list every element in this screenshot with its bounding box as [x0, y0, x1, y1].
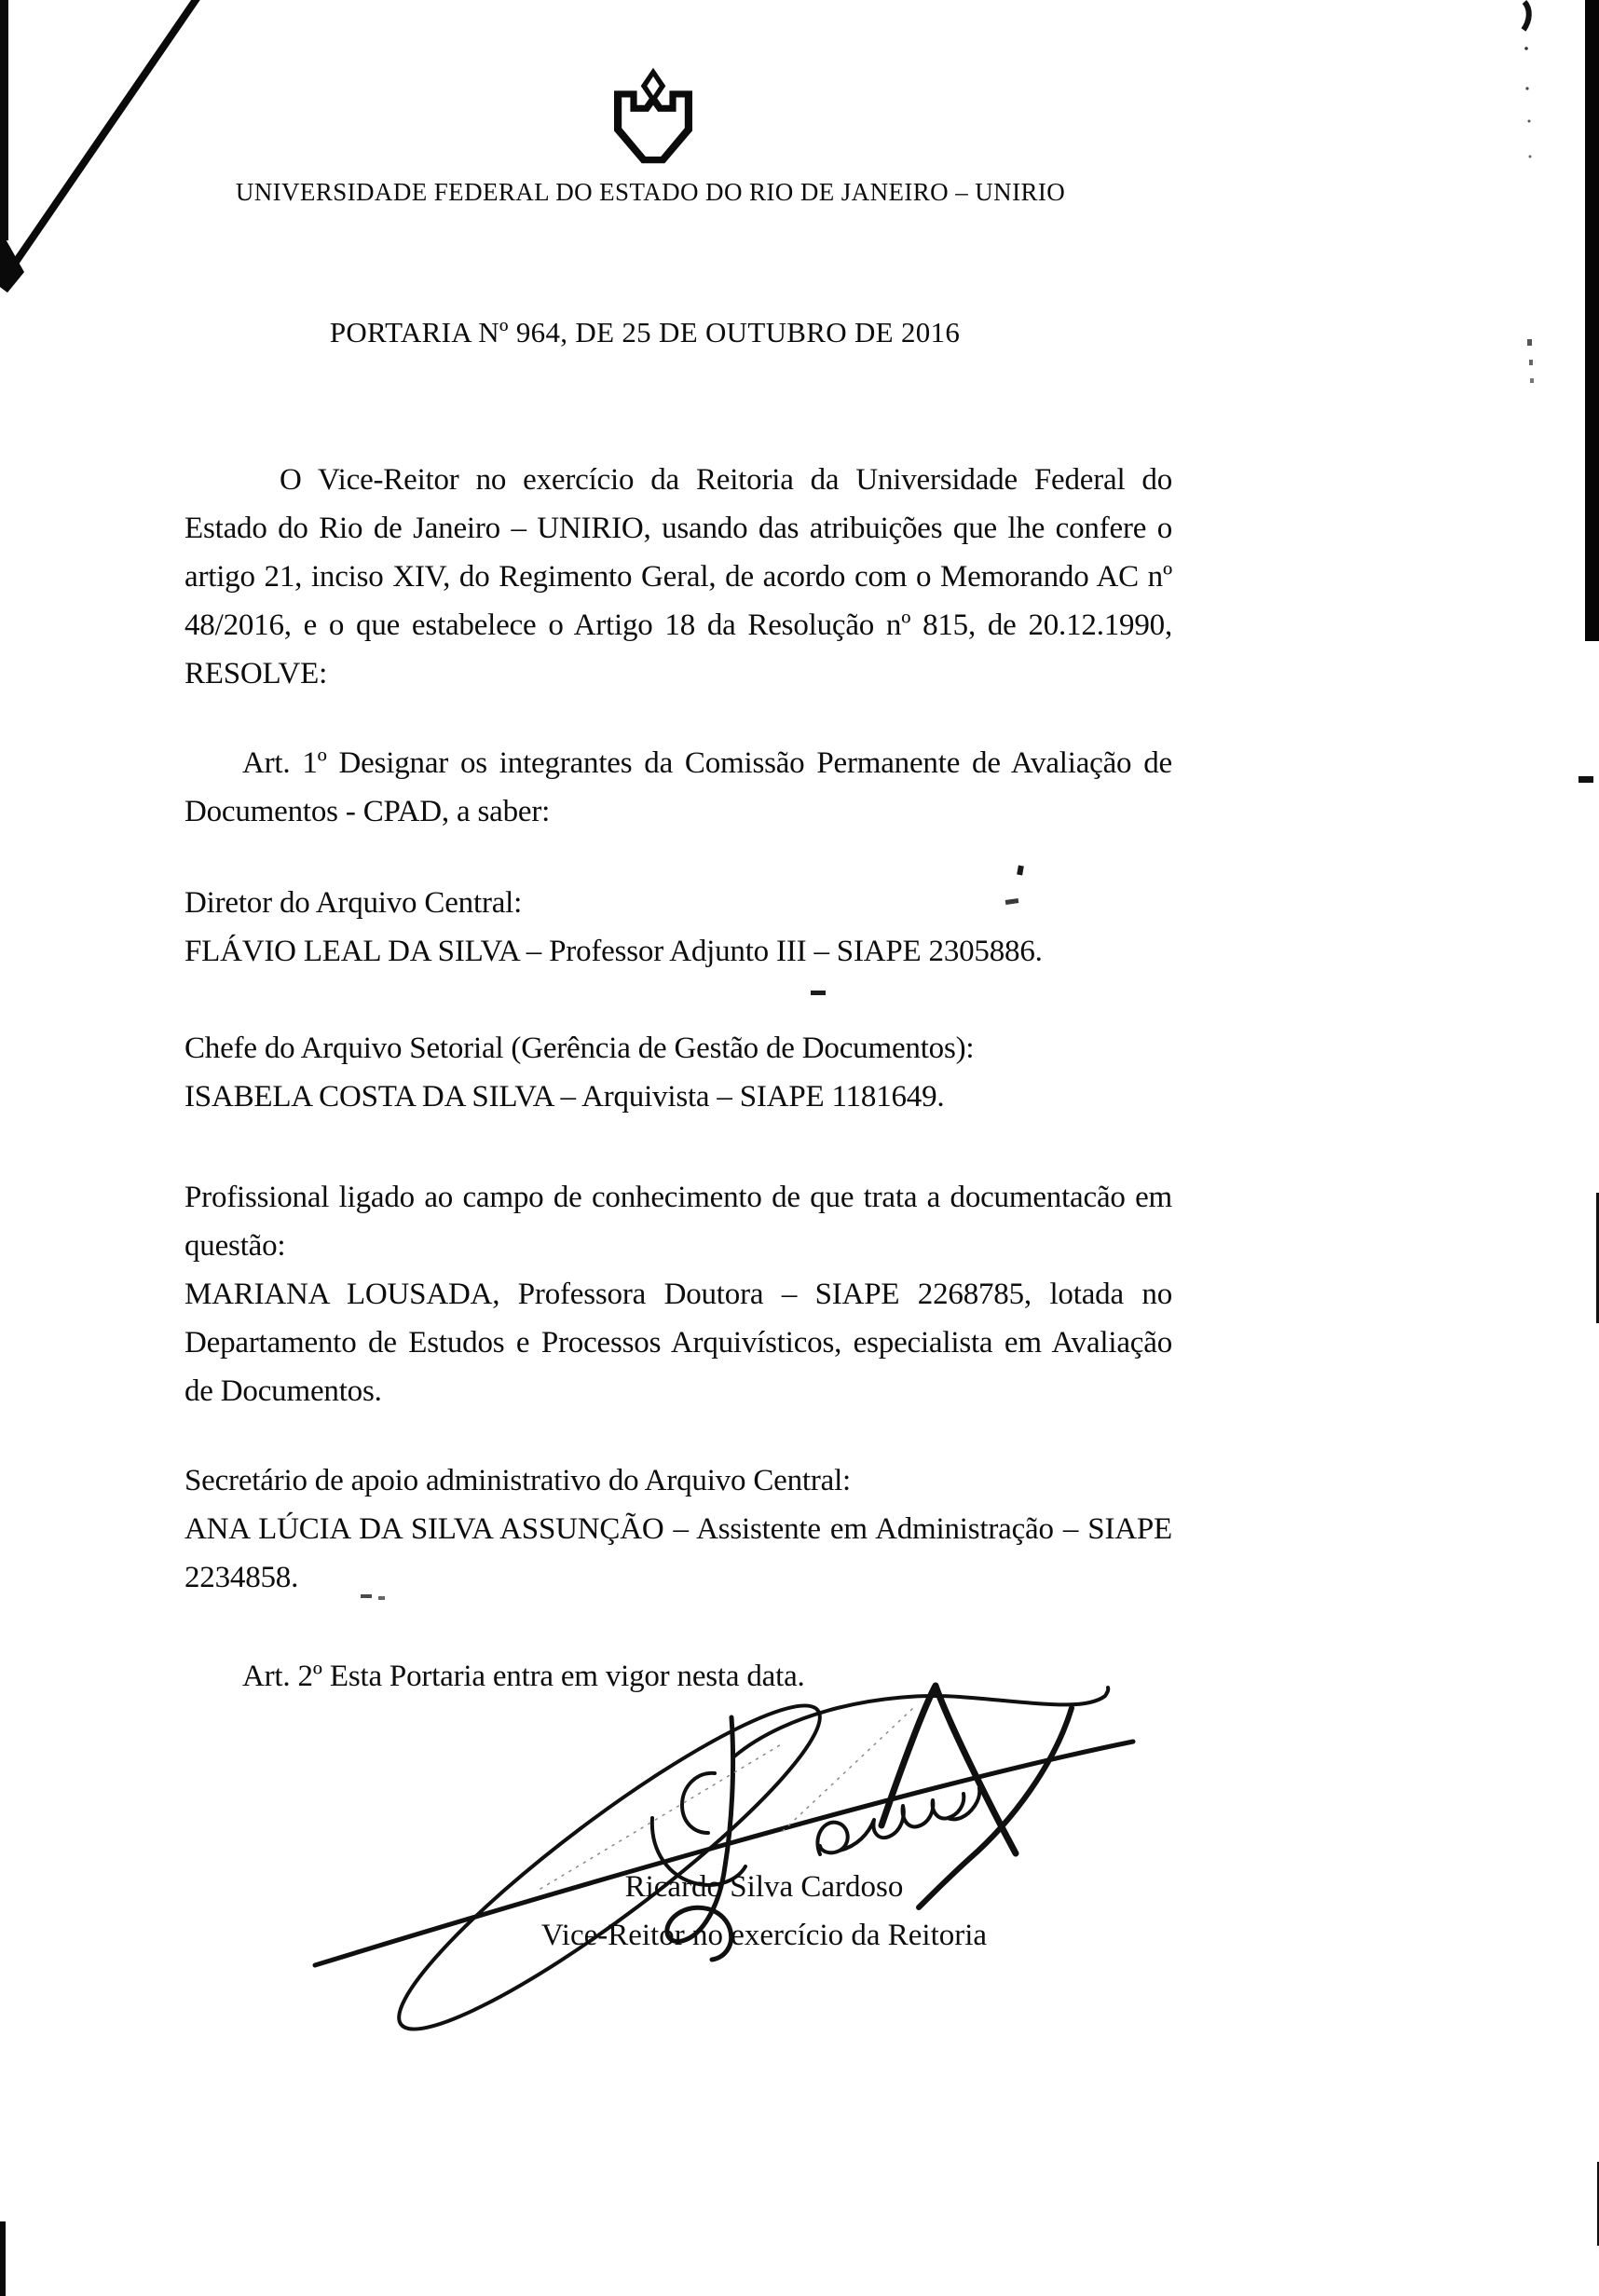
document-title: PORTARIA Nº 964, DE 25 DE OUTUBRO DE 2016 [329, 316, 961, 348]
article-1-paragraph: Art. 1º Designar os integrantes da Comissão Permanente de Avaliação de Documentos - CPAD, a saber: [184, 746, 1172, 828]
scan-speck [1578, 776, 1593, 783]
institution-name: UNIVERSIDADE FEDERAL DO ESTADO DO RIO DE JANEIRO – UNIRIO [235, 178, 1066, 206]
scan-speck [361, 1594, 372, 1598]
member-role: Diretor do Arquivo Central: [184, 886, 523, 920]
scan-speck [1527, 339, 1532, 346]
signer-title: Vice-Reitor no exercício da Reitoria [540, 1919, 988, 1952]
member-block-profissional [184, 1173, 1172, 1415]
unirio-logo-icon [614, 67, 692, 164]
scan-speck [1017, 866, 1024, 876]
scan-speck [1530, 378, 1534, 383]
scan-artifact-corner-fold [0, 0, 242, 317]
scan-artifact-bottom-left-bar [0, 2221, 6, 2296]
member-role: Chefe do Arquivo Setorial (Gerência de Gestão de Documentos): [184, 1032, 975, 1065]
scan-speck [811, 991, 826, 995]
member-entry: ISABELA COSTA DA SILVA – Arquivista – SIAPE 1181649. [184, 1080, 945, 1114]
member-role: Profissional ligado ao campo de conhecimento de que trata a documentacão em questão: [184, 1181, 1172, 1263]
member-entry: MARIANA LOUSADA, Professora Doutora – SIAPE 2268785, lotada no Departamento de Estudos e Processos Arquivísticos, especialista em Avaliação de Documentos. [184, 1278, 1172, 1408]
member-block-secretario [184, 1456, 1172, 1602]
preamble-paragraph: O Vice-Reitor no exercício da Reitoria da Universidade Federal do Estado do Rio de Janeiro – UNIRIO, usando das atribuições que lhe confere o artigo 21, inciso XIV, do Regimento Geral, de acordo com o Memorando AC nº 48/2016, e o que estabelece o Artigo 18 da Resolução nº 815, de 20.12.1990, RESOLVE: [184, 463, 1172, 690]
article-2-paragraph: Art. 2º Esta Portaria entra em vigor nesta data. [242, 1660, 805, 1693]
pen-tick-mark [1515, 0, 1547, 186]
signer-name: Ricardo Silva Cardoso [624, 1870, 904, 1904]
member-block-chefe [184, 1024, 1172, 1121]
signature-block [438, 1863, 1090, 1960]
scan-speck [378, 1596, 385, 1600]
scan-artifact-right-bar [1585, 0, 1599, 641]
member-entry: FLÁVIO LEAL DA SILVA – Professor Adjunto III – SIAPE 2305886. [184, 935, 1043, 968]
scan-speck [1529, 360, 1533, 365]
member-entry: ANA LÚCIA DA SILVA ASSUNÇÃO – Assistente em Administração – SIAPE 2234858. [184, 1512, 1172, 1594]
member-block-diretor [184, 879, 1172, 976]
member-role: Secretário de apoio administrativo do Arquivo Central: [184, 1464, 852, 1497]
